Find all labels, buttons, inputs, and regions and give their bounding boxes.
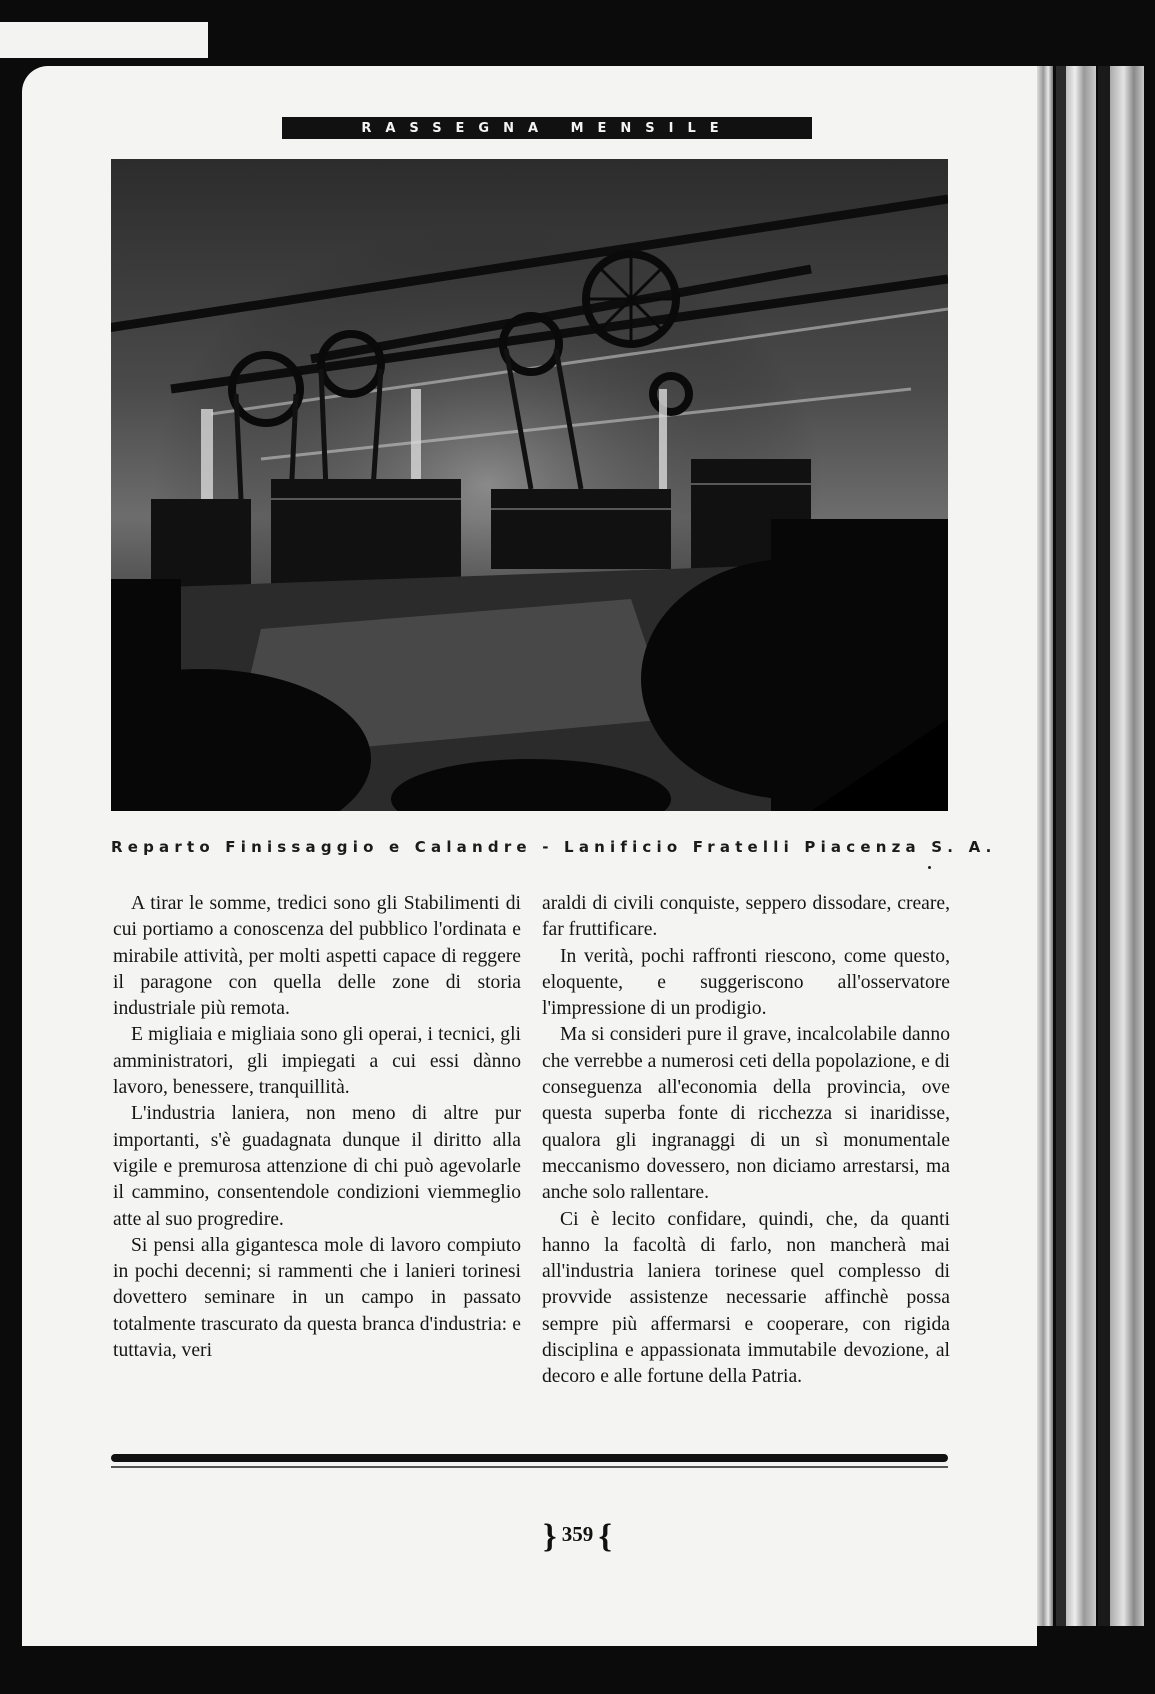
factory-machinery-icon: [111, 159, 948, 811]
scan-edge-strip: [0, 22, 208, 58]
decorative-dot: [928, 866, 931, 869]
paragraph: L'industria laniera, non meno di altre pur importanti, s'è guadagnata dunque il diritto alla vigile e premurosa attenzione di chi può agevolarle il cammino, consentendole condizioni viemmeglio atte al suo progredire.: [113, 1103, 521, 1230]
factory-photo: [111, 159, 948, 811]
paragraph: Ci è lecito confidare, quindi, che, da quanti hanno la facoltà di farlo, non mancherà mai all'industria laniera torinese quel complesso di provvide assistenze necessarie affinchè possa sempre più affermarsi e cooperare, con rigida disciplina e appassionata immutabile devozione, al decoro e alle fortune della Patria.: [542, 1208, 950, 1388]
book-edge: [1037, 66, 1053, 1626]
paragraph-continuation: araldi di civili conquiste, seppero dissodare, creare, far fruttificare.: [542, 893, 950, 941]
page-number: [0, 1518, 1155, 1556]
right-brace-ornament: {: [598, 1518, 612, 1555]
bottom-decorative-rule-thin: [111, 1466, 948, 1468]
article-column-left: [113, 891, 521, 1364]
book-edge: [1098, 66, 1110, 1626]
left-brace-ornament: }: [543, 1518, 557, 1555]
book-edge: [1110, 66, 1144, 1626]
book-edge: [1056, 66, 1066, 1626]
paragraph: E migliaia e migliaia sono gli operai, i tecnici, gli amministratori, gli impiegati a cui essi dànno lavoro, benessere, tranquillità.: [113, 1024, 521, 1099]
page-number-value: 359: [561, 1522, 594, 1546]
photo-caption: Reparto Finissaggio e Calandre - Lanificio Fratelli Piacenza S. A.: [111, 838, 997, 856]
bottom-decorative-rule: [111, 1454, 948, 1462]
paragraph: In verità, pochi raffronti riescono, come questo, eloquente, e suggeriscono all'osservatore l'impressione di un prodigio.: [542, 945, 950, 1020]
book-edge: [1066, 66, 1096, 1626]
paragraph: Si pensi alla gigantesca mole di lavoro compiuto in pochi decenni; si rammenti che i lanieri torinesi dovettero seminare in un campo in passato totalmente trascurato da questa branca d'industria: e tuttavia, veri: [113, 1234, 521, 1362]
running-header-title: RASSEGNA MENSILE: [361, 120, 733, 136]
running-header: [282, 117, 812, 139]
paragraph: A tirar le somme, tredici sono gli Stabilimenti di cui portiamo a conoscenza del pubblico l'ordinata e mirabile attività, per molti aspetti capace di reggere il paragone con quella delle zone di storia industriale più remota.: [113, 893, 521, 1020]
paragraph: Ma si consideri pure il grave, incalcolabile danno che verrebbe a numerosi ceti della popolazione, e di conseguenza all'economia della provincia, ove questa superba fonte di ricchezza si inaridisse, qualora gli ingranaggi di un sì monumentale meccanismo dovessero, non diciamo arrestarsi, ma anche solo rallentare.: [542, 1024, 950, 1204]
article-column-right: [542, 891, 950, 1391]
